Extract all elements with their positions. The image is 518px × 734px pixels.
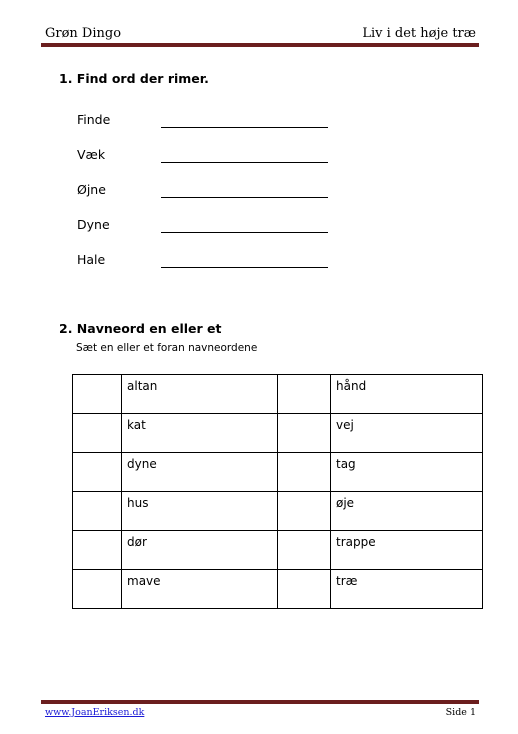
answer-line[interactable] (161, 127, 328, 128)
section1-title: 1. Find ord der rimer. (59, 71, 209, 86)
rhyme-row (77, 112, 337, 134)
noun-cell: mave (122, 570, 278, 609)
table-row (73, 492, 483, 531)
article-cell[interactable] (73, 375, 122, 414)
article-cell[interactable] (278, 375, 331, 414)
rhyme-row (77, 147, 337, 169)
page-number: Side 1 (445, 707, 476, 718)
article-cell[interactable] (278, 531, 331, 570)
answer-line[interactable] (161, 267, 328, 268)
section2-title: 2. Navneord en eller et (59, 321, 222, 336)
noun-cell: dør (122, 531, 278, 570)
rhyme-row (77, 182, 337, 204)
noun-cell: kat (122, 414, 278, 453)
rhyme-word: Øjne (77, 182, 106, 197)
noun-cell: tag (331, 453, 483, 492)
rhyme-word: Dyne (77, 217, 110, 232)
answer-line[interactable] (161, 162, 328, 163)
section2-instruction: Sæt en eller et foran navneordene (76, 342, 258, 354)
footer-rule (41, 700, 479, 704)
article-cell[interactable] (73, 531, 122, 570)
rhyme-word: Væk (77, 147, 106, 162)
article-cell[interactable] (73, 414, 122, 453)
header-title-right: Liv i det høje træ (362, 26, 476, 41)
header-rule (41, 43, 479, 47)
article-cell[interactable] (278, 570, 331, 609)
noun-cell: dyne (122, 453, 278, 492)
article-cell[interactable] (278, 414, 331, 453)
noun-cell: hånd (331, 375, 483, 414)
article-cell[interactable] (73, 570, 122, 609)
table-row (73, 453, 483, 492)
rhyme-word: Hale (77, 252, 106, 267)
noun-table (72, 374, 483, 609)
rhyme-row (77, 252, 337, 274)
article-cell[interactable] (278, 453, 331, 492)
rhyme-row (77, 217, 337, 239)
noun-cell: trappe (331, 531, 483, 570)
noun-cell: øje (331, 492, 483, 531)
footer-link[interactable]: www.JoanEriksen.dk (45, 707, 145, 718)
noun-cell: altan (122, 375, 278, 414)
answer-line[interactable] (161, 232, 328, 233)
table-row (73, 570, 483, 609)
noun-cell: træ (331, 570, 483, 609)
rhyme-word: Finde (77, 112, 111, 127)
article-cell[interactable] (73, 453, 122, 492)
table-row (73, 414, 483, 453)
table-row (73, 531, 483, 570)
answer-line[interactable] (161, 197, 328, 198)
article-cell[interactable] (73, 492, 122, 531)
noun-cell: hus (122, 492, 278, 531)
noun-cell: vej (331, 414, 483, 453)
table-row (73, 375, 483, 414)
header-title-left: Grøn Dingo (45, 26, 122, 41)
article-cell[interactable] (278, 492, 331, 531)
